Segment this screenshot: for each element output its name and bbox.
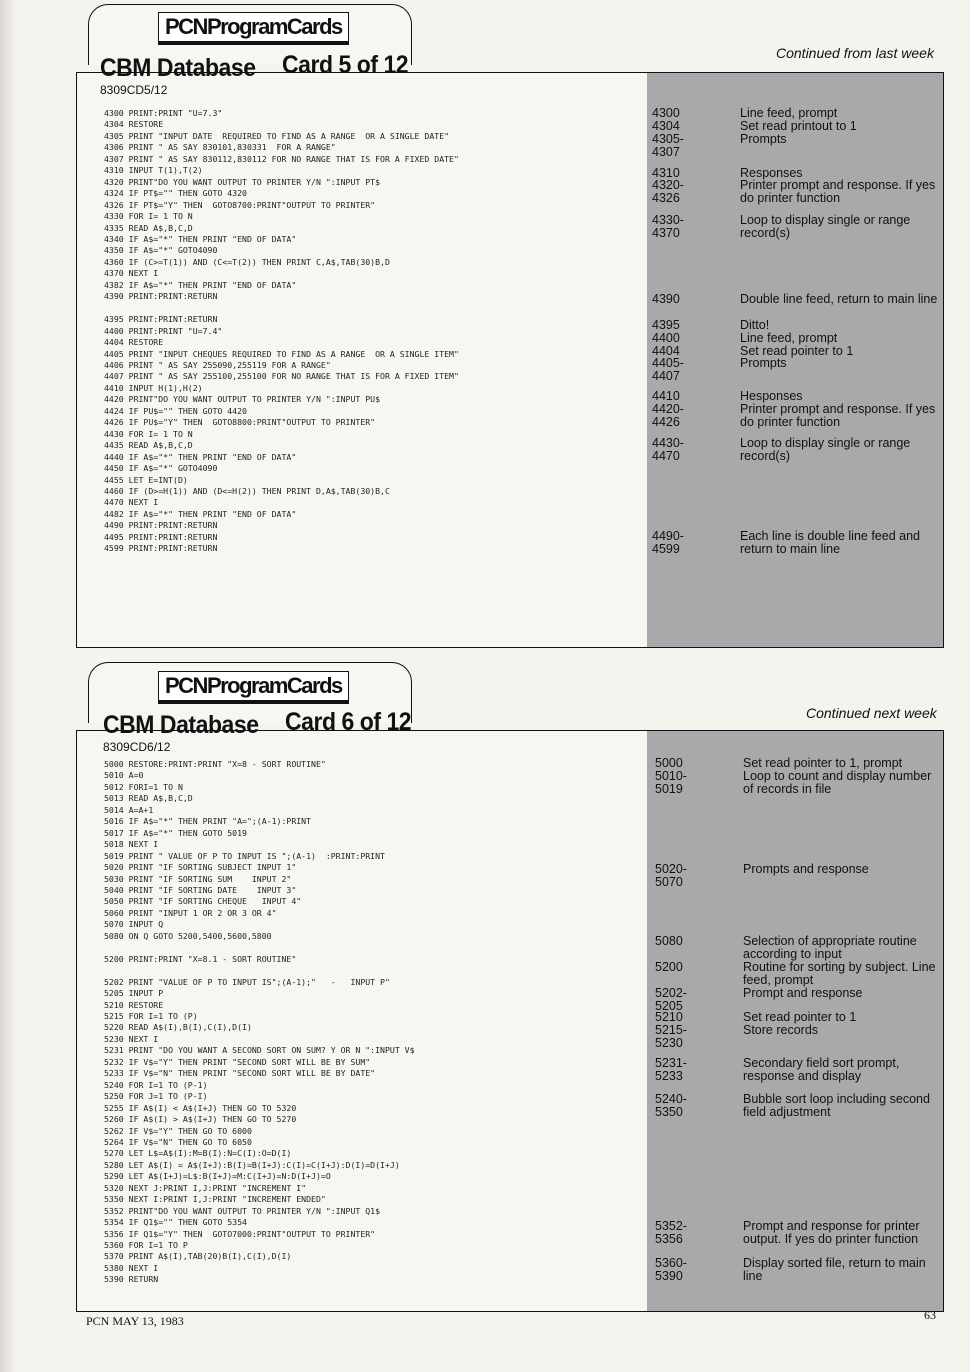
note-line-number: 5352-5356: [655, 1219, 687, 1246]
note-description: Hesponses: [740, 389, 803, 403]
card5-continued: Continued from last week: [776, 45, 934, 61]
card6-logo: PCNProgramCards: [158, 671, 349, 704]
note-description: Prompts: [740, 356, 787, 370]
card6-title: CBM Database: [103, 711, 259, 739]
note-description: Loop to display single or range record(s): [740, 436, 911, 463]
note-description: Bubble sort loop including second field adjustment: [743, 1092, 930, 1119]
page-gutter: [0, 0, 16, 1372]
note-line-number: 5240-5350: [655, 1092, 687, 1119]
note-line-number: 4400: [652, 331, 680, 345]
note-description: Printer prompt and response. If yes do printer function: [740, 178, 936, 205]
card5-code-listing: 4300 PRINT:PRINT "U=7.3" 4304 RESTORE 4305 PRINT "INPUT DATE REQUIRED TO FIND AS A RANGE OR A SINGLE DATE" 4306 PRINT " AS SAY 830101,830331 FOR A RANGE" 4307 PRINT " AS SAY 830112,830112 FOR NO RANGE THAT IS FOR A FIXED DATE" 4310 INPUT T(1),T(2) 4320 PRINT"DO YOU WANT OUTPUT TO PRINTER Y/N ":INPUT PT$ 4324 IF PT$="" THEN GOTO 4320 4326 IF PT$="Y" THEN GOTO8700:PRINT"OUTPUT TO PRINTER" 4330 FOR I= 1 TO N 4335 READ A$,B,C,D 4340 IF A$="*" THEN PRINT "END OF DATA" 4350 IF A$="*" GOTO4090 4360 IF (C>=T(1)) AND (C<=T(2)) THEN PRINT C,A$,TAB(30)B,D 4370 NEXT I 4382 IF A$="*" THEN PRINT "END OF DATA" 4390 PRINT:PRINT:RETURN 4395 PRINT:PRINT:RETURN 4400 PRINT:PRINT "U=7.4" 4404 RESTORE 4405 PRINT "INPUT CHEQUES REQUIRED TO FIND AS A RANGE OR A SINGLE ITEM" 4406 PRINT " AS SAY 255090,255119 FOR A RANGE" 4407 PRINT " AS SAY 255100,255100 FOR NO RANGE THAT IS FOR A FIXED ITEM" 4410 INPUT H(1),H(2) 4420 PRINT"DO YOU WANT OUTPUT TO PRINTER Y/N ":INPUT PU$ 4424 IF PU$="" THEN GOTO 4420 4426 IF PU$="Y" THEN GOTO8800:PRINT"OUTPUT TO PRINTER" 4430 FOR I= 1 TO N 4435 READ A$,B,C,D 4440 IF A$="*" THEN PRINT "END OF DATA" 4450 IF A$="*" GOTO4090 4455 LET E=INT(D) 4460 IF (D>=H(1)) AND (D<=H(2)) THEN PRINT D,A$,TAB(30)B,C 4470 NEXT I 4482 IF A$="*" THEN PRINT "END OF DATA" 4490 PRINT:PRINT:RETURN 4495 PRINT:PRINT:RETURN 4599 PRINT:PRINT:RETURN: [104, 108, 459, 554]
note-line-number: 4405-4407: [652, 356, 684, 383]
note-description: Prompts: [740, 132, 787, 146]
card6-code-listing: 5000 RESTORE:PRINT:PRINT "X=8 - SORT ROUTINE" 5010 A=0 5012 FORI=1 TO N 5013 READ A$,B,C,D 5014 A=A+1 5016 IF A$="*" THEN PRINT "A=";(A-1):PRINT 5017 IF A$="*" THEN GOTO 5019 5018 NEXT I 5019 PRINT " VALUE OF P TO INPUT IS ";(A-1) :PRINT:PRINT 5020 PRINT "IF SORTING SUBJECT INPUT 1" 5030 PRINT "IF SORTING SUM INPUT 2" 5040 PRINT "IF SORTING DATE INPUT 3" 5050 PRINT "IF SORTING CHEQUE INPUT 4" 5060 PRINT "INPUT 1 OR 2 OR 3 OR 4" 5070 INPUT Q 5080 ON Q GOTO 5200,5400,5600,5800 5200 PRINT:PRINT "X=8.1 - SORT ROUTINE" 5202 PRINT "VALUE OF P TO INPUT IS";(A-1);" - INPUT P" 5205 INPUT P 5210 RESTORE 5215 FOR I=1 TO (P) 5220 READ A$(I),B(I),C(I),D(I) 5230 NEXT I 5231 PRINT "DO YOU WANT A SECOND SORT ON SUM? Y OR N ":INPUT V$ 5232 IF V$="Y" THEN PRINT "SECOND SORT WILL BE BY SUM" 5233 IF V$="N" THEN PRINT "SECOND SORT WILL BE BY DATE" 5240 FOR I=1 TO (P-1) 5250 FOR J=1 TO (P-I) 5255 IF A$(I) < A$(I+J) THEN GO TO 5320 5260 IF A$(I) > A$(I+J) THEN GO TO 5270 5262 IF V$="Y" THEN GO TO 6000 5264 IF V$="N" THEN GO TO 6050 5270 LET L$=A$(I):M=B(I):N=C(I):O=D(I) 5280 LET A$(I) = A$(I+J):B(I)=B(I+J):C(I)=C(I+J):D(I)=D(I+J) 5290 LET A$(I+J)=L$:B(I+J)=M:C(I+J)=N:D(I+J)=O 5320 NEXT J:PRINT I,J:PRINT "INCREMENT I" 5350 NEXT I:PRINT I,J:PRINT "INCREMENT ENDED" 5352 PRINT"DO YOU WANT OUTPUT TO PRINTER Y/N ":INPUT Q1$ 5354 IF Q1$="" THEN GOTO 5354 5356 IF Q1$="Y" THEN GOTO7000:PRINT"OUTPUT TO PRINTER" 5360 FOR I=1 TO P 5370 PRINT A$(I),TAB(20)B(I),C(I),D(I) 5380 NEXT I 5390 RETURN: [104, 759, 415, 1285]
note-description: Ditto!: [740, 318, 770, 332]
footer-page-number: 63: [924, 1308, 936, 1322]
note-line-number: 4305-4307: [652, 132, 684, 159]
note-description: Prompt and response for printer output. If yes do printer function: [743, 1219, 920, 1246]
note-line-number: 5200: [655, 960, 683, 974]
note-description: Printer prompt and response. If yes do printer function: [740, 402, 936, 429]
note-line-number: 4310: [652, 166, 680, 180]
note-description: Selection of appropriate routine according to input: [743, 934, 917, 961]
card6-continued: Continued next week: [806, 705, 937, 721]
note-line-number: 4320-4326: [652, 178, 684, 205]
footer-issue: PCN MAY 13, 1983: [86, 1314, 184, 1328]
note-description: Line feed, prompt: [740, 106, 838, 120]
note-line-number: 4420-4426: [652, 402, 684, 429]
note-description: Loop to display single or range record(s): [740, 213, 911, 240]
note-description: Line feed, prompt: [740, 331, 838, 345]
card5-code: 8309CD5/12: [100, 83, 168, 97]
note-line-number: 5215-5230: [655, 1023, 687, 1050]
card5-title: CBM Database: [100, 54, 256, 82]
note-line-number: 4304: [652, 119, 680, 133]
note-description: Prompts and response: [743, 862, 869, 876]
note-line-number: 4430-4470: [652, 436, 684, 463]
note-line-number: 4330-4370: [652, 213, 684, 240]
note-line-number: 5202-5205: [655, 986, 687, 1013]
note-line-number: 4404: [652, 344, 680, 358]
note-description: Set read pointer to 1: [743, 1010, 857, 1024]
note-line-number: 5000: [655, 756, 683, 770]
card5-number: Card 5 of 12: [282, 51, 409, 79]
note-line-number: 4300: [652, 106, 680, 120]
note-description: Set read printout to 1: [740, 119, 857, 133]
note-description: Store records: [743, 1023, 819, 1037]
note-description: Set read pointer to 1, prompt: [743, 756, 903, 770]
note-line-number: 5010-5019: [655, 769, 687, 796]
note-description: Double line feed, return to main line: [740, 292, 938, 306]
note-description: Display sorted file, return to main line: [743, 1256, 926, 1283]
note-line-number: 5080: [655, 934, 683, 948]
note-description: Responses: [740, 166, 803, 180]
note-description: Routine for sorting by subject. Line feed, prompt: [743, 960, 936, 987]
note-description: Set read pointer to 1: [740, 344, 854, 358]
note-description: Each line is double line feed and return to main line: [740, 529, 920, 556]
card6-number: Card 6 of 12: [285, 708, 412, 736]
note-description: Prompt and response: [743, 986, 863, 1000]
note-line-number: 5210: [655, 1010, 683, 1024]
card6-code: 8309CD6/12: [103, 740, 171, 754]
note-line-number: 5231-5233: [655, 1056, 687, 1083]
note-line-number: 5020-5070: [655, 862, 687, 889]
card5-logo: PCNProgramCards: [158, 12, 349, 45]
note-line-number: 5360-5390: [655, 1256, 687, 1283]
note-line-number: 4390: [652, 292, 680, 306]
note-description: Loop to count and display number of records in file: [743, 769, 932, 796]
note-description: Secondary field sort prompt, response and display: [743, 1056, 900, 1083]
note-line-number: 4410: [652, 389, 680, 403]
note-line-number: 4490-4599: [652, 529, 684, 556]
note-line-number: 4395: [652, 318, 680, 332]
